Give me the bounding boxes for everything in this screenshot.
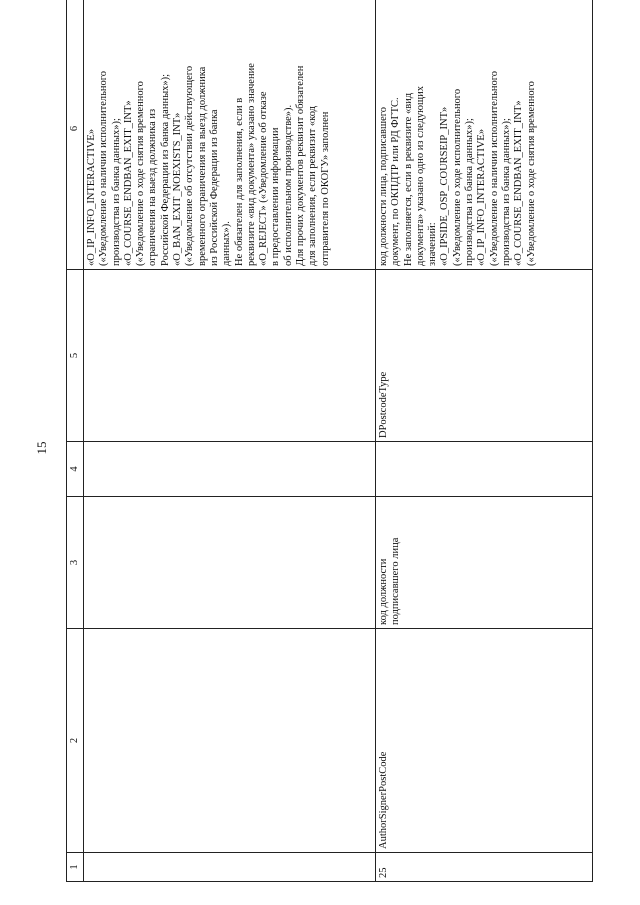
header-col-3: 3 [67, 497, 84, 629]
note-line: временного ограничения на выезд должника [196, 66, 208, 266]
note-line: производства из банка данных»); [464, 118, 476, 266]
note-line: («Уведомление об отсутствии действующего [184, 65, 196, 266]
cell-notes [84, 0, 376, 270]
note-line: данных»). [221, 221, 233, 266]
note-line: для заполнения, если реквизит «код [307, 105, 319, 266]
cell-num [84, 853, 376, 882]
document-table [66, 0, 593, 882]
note-line: («Уведомление о наличии исполнительного [98, 70, 110, 266]
cell-col4 [84, 442, 376, 497]
cell-type [84, 270, 376, 442]
note-line: производства из банка данных»); [110, 118, 122, 266]
note-line: «O_REJECT» («Уведомление об отказе [258, 91, 270, 266]
header-col-6: 6 [67, 0, 84, 270]
note-line: («Уведомление о ходе снятия временного [525, 81, 537, 266]
header-col-5: 5 [67, 270, 84, 442]
note-line: («Уведомление о ходе снятия временного [135, 81, 147, 266]
table-row [84, 0, 376, 882]
note-line: документа» указано одно из следующих [414, 86, 426, 266]
note-line: в предоставлении информации [270, 127, 282, 266]
note-line: «O_COURSE_ENDBAN_EXIT_INT» [513, 100, 525, 266]
cell-description [84, 497, 376, 629]
table-header-row [67, 0, 84, 882]
page-number: 15 [34, 441, 49, 455]
note-line: («Уведомление о ходе исполнительного [451, 88, 463, 266]
note-line: реквизите «вид документа» указано значение [245, 63, 257, 266]
note-line: код должности лица, подписавшего [378, 106, 389, 266]
note-line: «O_BAN_EXIT_NOEXISTS_INT» [172, 112, 184, 266]
note-line: ограничения на выезд должника из [147, 108, 159, 266]
cell-name [84, 629, 376, 853]
note-line: об исполнительном производстве»). [282, 104, 294, 266]
note-line: («Уведомление о наличии исполнительного [488, 70, 500, 266]
cell-type: DPostcodeType [376, 270, 593, 442]
cell-num: 25 [376, 853, 593, 882]
note-line: «O_IPSIDE_OSP_COURSEIP_INT» [439, 106, 451, 266]
note-line: значений: [427, 222, 439, 266]
note-line: «O_IP_INFO_INTERACTIVE» [476, 128, 488, 266]
document-table-wrapper [66, 30, 596, 882]
note-line: производства из банка данных»); [500, 118, 512, 266]
header-col-2: 2 [67, 629, 84, 853]
header-col-4: 4 [67, 442, 84, 497]
note-line: Для прочих документов реквизит обязателен [295, 65, 307, 266]
note-line: Не обязателен для заполнения, если в [233, 97, 245, 266]
cell-name: AuthorSignerPostCode [376, 629, 593, 853]
header-col-1: 1 [67, 853, 84, 882]
note-line: документ, по ОКПДТР или РД ФГТС. [390, 97, 402, 266]
note-line: из Российской Федерации из банка [208, 109, 220, 266]
note-line: отправителя по ОКОГУ» заполнен [319, 111, 331, 266]
note-line: «O_IP_INFO_INTERACTIVE» [86, 128, 97, 266]
cell-notes [376, 0, 593, 270]
cell-description: код должности подписавшего лица [376, 497, 593, 629]
note-line: Не заполняется, если в реквизите «вид [402, 92, 414, 266]
cell-col4 [376, 442, 593, 497]
note-line: Российской Федерации из банка данных»); [159, 73, 171, 266]
table-row [376, 0, 593, 882]
note-line: «O_COURSE_ENDBAN_EXIT_INT» [122, 100, 134, 266]
